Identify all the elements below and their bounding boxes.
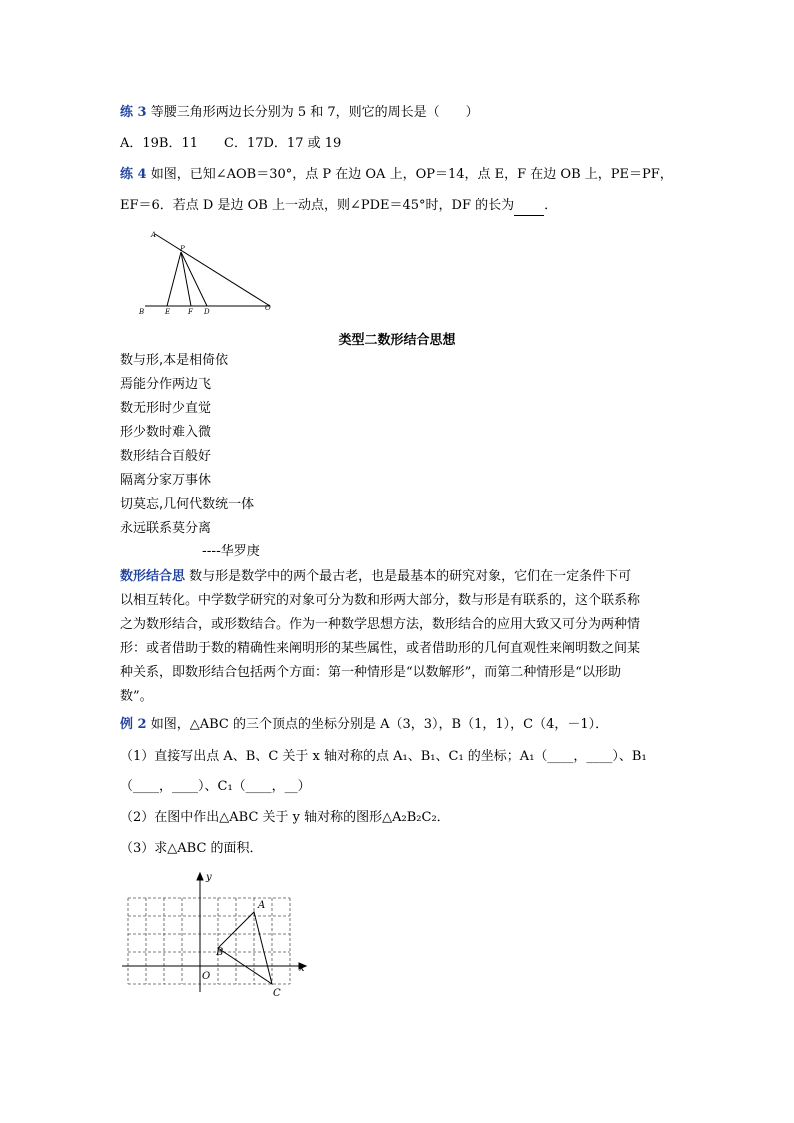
- idea-text: 数与形是数学中的两个最古老，也是最基本的研究对象，它们在一定条件下可: [185, 569, 632, 584]
- label-vertex-b: B: [216, 947, 224, 958]
- y-axis-arrow: [197, 873, 203, 880]
- label-origin: O: [202, 971, 211, 982]
- question-1-line2: （____，____）、C₁（____，__）: [120, 779, 311, 794]
- label-b: B: [139, 308, 145, 316]
- label-a: A: [151, 231, 157, 239]
- angle-figure: [135, 228, 285, 318]
- poem-line: 焉能分作两边飞: [120, 377, 212, 392]
- answer-blank: [514, 197, 544, 216]
- exercise-3: [120, 104, 479, 122]
- idea-line: 以相互转化。中学数学研究的对象可分为数和形两大部分，数与形是有联系的，这个联系称: [120, 593, 641, 608]
- question-2: （2）在图中作出△ABC 关于 y 轴对称的图形△A₂B₂C₂．: [120, 810, 450, 825]
- idea-line: [120, 568, 631, 586]
- segment-pe: [167, 252, 181, 306]
- exercise-3-tag: 练 3: [120, 105, 147, 120]
- poem-line: 永远联系莫分离: [120, 521, 212, 536]
- label-x-axis: x: [299, 963, 305, 974]
- poem-line: 数与形,本是相倚依: [120, 353, 229, 368]
- example-2-tag: 例 2: [120, 717, 147, 732]
- label-f: F: [188, 308, 193, 316]
- idea-line: 数”。: [120, 689, 153, 704]
- coordinate-grid-figure: [118, 868, 318, 1003]
- ray-oa: [155, 234, 270, 306]
- poem-line: 切莫忘,几何代数统一体: [120, 497, 255, 512]
- question-1-line1: （1）直接写出点 A、B、C 关于 x 轴对称的点 A₁、B₁、C₁ 的坐标；A₁（____，____）、B₁: [120, 749, 647, 764]
- exercise-3-options: A．19B．11 C．17D．17 或 19: [120, 136, 342, 151]
- exercise-4-line2: [120, 197, 557, 216]
- poem-author: ----华罗庚: [202, 544, 260, 559]
- label-vertex-c: C: [273, 988, 281, 999]
- label-o: O: [265, 304, 271, 312]
- poem-line: 数无形时少直觉: [120, 401, 212, 416]
- label-y-axis: y: [206, 872, 212, 883]
- exercise-4-text1: 如图，已知∠AOB＝30°，点 P 在边 OA 上，OP＝14，点 E，F 在边 OB 上，PE＝PF，: [150, 167, 673, 182]
- idea-line: 种关系，即数形结合包括两个方面：第一种情形是“以数解形”，而第二种情形是“以形助: [120, 665, 621, 680]
- label-e: E: [165, 308, 171, 316]
- idea-tag: 数形结合思: [120, 569, 186, 584]
- exercise-4-text2-end: ．: [544, 198, 558, 213]
- exercise-4-text2: EF＝6．若点 D 是边 OB 上一动点，则∠PDE＝45°时，DF 的长为: [120, 198, 515, 213]
- example-2: [120, 716, 608, 734]
- triangle-abc: [218, 912, 272, 984]
- poem-line: 数形结合百般好: [120, 449, 212, 464]
- exercise-4-line1: [120, 166, 673, 184]
- label-vertex-a: A: [258, 900, 266, 911]
- question-3: （3）求△ABC 的面积．: [120, 841, 263, 856]
- exercise-4-tag: 练 4: [120, 167, 147, 182]
- poem-line: 隔离分家万事休: [120, 473, 212, 488]
- exercise-3-text: 等腰三角形两边长分别为 5 和 7，则它的周长是（ ）: [150, 105, 479, 120]
- label-p: P: [180, 245, 185, 253]
- poem-line: 形少数时难入微: [120, 425, 212, 440]
- idea-line: 之为数形结合，或形数结合。作为一种数学思想方法，数形结合的应用大致又可分为两种情: [120, 617, 641, 632]
- segment-pf: [181, 252, 191, 306]
- example-2-text: 如图，△ABC 的三个顶点的坐标分别是 A（3，3），B（1，1），C（4，－1）．: [150, 717, 609, 732]
- section-title: 类型二数形结合思想: [338, 333, 456, 348]
- label-d: D: [204, 308, 210, 316]
- idea-line: 形：或者借助于数的精确性来阐明形的某些属性，或者借助形的几何直观性来阐明数之间某: [120, 641, 641, 656]
- segment-pd: [181, 252, 207, 306]
